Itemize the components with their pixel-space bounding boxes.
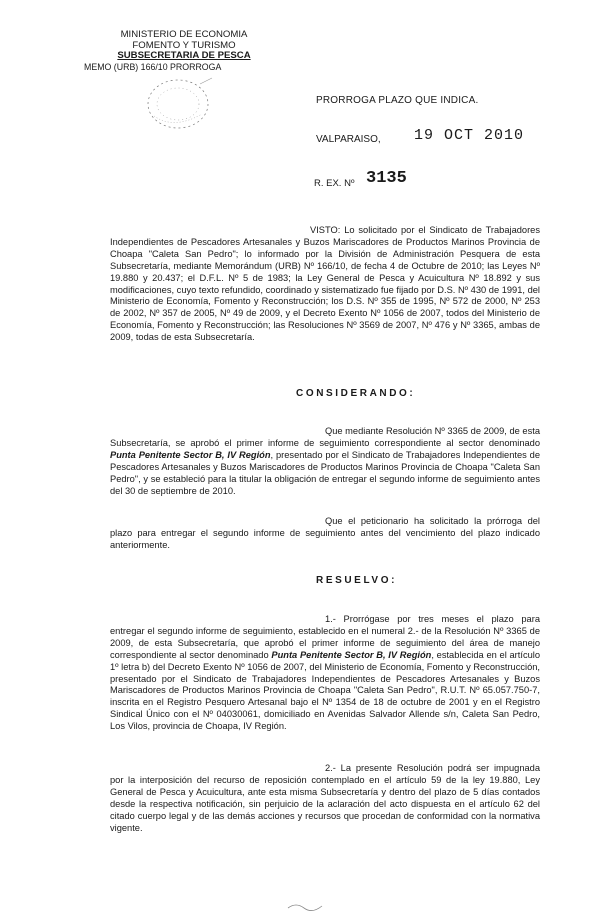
document-date-stamp: 19 OCT 2010: [414, 127, 525, 144]
considerando-heading: CONSIDERANDO:: [296, 388, 416, 399]
resolution-label: R. EX. Nº: [314, 178, 355, 189]
area-name: Punta Penitente Sector B, IV Región: [271, 649, 432, 660]
header-subsecretaria: SUBSECRETARIA DE PESCA: [117, 50, 251, 62]
resuelvo-article-1: 1.- Prorrógase por tres meses el plazo para entregar el segundo informe de seguimiento, establecido en el numeral 2.- de la Resolución Nº 3365 de 2009, de esta Subsecretaría, que aprobó el primer informe de seguimiento del área de manejo correspondiente al sector denominado Punta Penitente Sector B, IV Región, establecida en el artículo 1º letra b) del Decreto Exento Nº 1056 de 2007, del Ministerio de Economía, Fomento y Reconstrucción, presentado por el Sindicato de Trabajadores Independientes de Pescadores Artesanales y Buzos Mariscadores de Productos Marinos Provincia de Choapa "Caleta San Pedro", R.U.T. Nº 65.057.750-7, inscrita en el Registro Pesquero Artesanal bajo el Nº 1354 de 18 de octubre de 2001 y en el Registro Sindical Único con el Nº 04030061, domiciliado en Avenidas Salvador Allende s/n, Caleta San Pedro, Los Vilos, provincia de Choapa, IV Región.: [110, 614, 540, 732]
area-name: Punta Penitente Sector B, IV Región: [110, 449, 271, 460]
document-place: VALPARAISO,: [316, 134, 381, 145]
visto-lead: VISTO:: [310, 225, 341, 235]
visto-paragraph: [110, 225, 540, 344]
resolution-number: 3135: [366, 169, 407, 188]
header-fomento: FOMENTO Y TURISMO: [132, 39, 236, 51]
document-reference: PRORROGA PLAZO QUE INDICA.: [316, 95, 479, 106]
ministry-header: [84, 30, 284, 72]
header-memo: MEMO (URB) 166/10 PRORROGA: [84, 61, 222, 72]
header-ministry: MINISTERIO DE ECONOMIA: [120, 29, 248, 40]
resuelvo-article-2: 2.- La presente Resolución podrá ser impugnada por la interposición del recurso de reposición contemplado en el artículo 59 de la ley 19.880, Ley General de Pesca y Acuicultura, ante esta misma Subsecretaría y dentro del plazo de 5 días contados desde la respectiva notificación, sin perjuicio de la aclaración del acto dispuesta en el artículo 62 del citado cuerpo legal y de las demás acciones y recursos que procedan de conformidad con la normativa vigente.: [110, 763, 540, 833]
official-stamp-icon: [140, 76, 230, 136]
resuelvo-heading: RESUELVO:: [316, 575, 397, 586]
considerando-paragraph-2: Que el peticionario ha solicitado la prórroga del plazo para entregar el segundo informe de seguimiento antes del vencimiento del plazo indicado anteriormente.: [110, 516, 540, 550]
scan-mark-icon: [286, 900, 326, 912]
considerando-paragraph-1: Que mediante Resolución Nº 3365 de 2009, de esta Subsecretaría, se aprobó el primer informe de seguimiento correspondiente al sector denominado Punta Penitente Sector B, IV Región, presentado por el Sindicato de Trabajadores Independientes de Pescadores Artesanales y Buzos Mariscadores de Productos Marinos Provincia de Choapa "Caleta San Pedro", y se estableció para la titular la obligación de entregar el segundo informe de seguimiento antes del 30 de septiembre de 2010.: [110, 426, 541, 496]
visto-text: Lo solicitado por el Sindicato de Trabajadores Independientes de Pescadores Artesanales y Buzos Mariscadores de Productos Marinos Provincia de Choapa "Caleta San Pedro"; lo informado por la División de Administración Pesquera de esta Subsecretaría, mediante Memorándum (URB) Nº 166/10, de fecha 4 de Octubre de 2010; las Leyes Nº 19.880 y 20.437; el D.F.L. Nº 5 de 1983; la Ley General de Pesca y Acuicultura Nº 18.892 y sus modificaciones, cuyo texto refundido, coordinado y sistematizado fue fijado por D.S. Nº 430 de 1991, del Ministerio de Economía, Fomento y Reconstrucción; los D.S. Nº 355 de 1995, Nº 572 de 2000, Nº 253 de 2002, Nº 357 de 2005, Nº 49 de 2009, y el Decreto Exento Nº 1056 de 2007, todos del Ministerio de Economía, Fomento y Reconstrucción; las Resoluciones Nº 3569 de 2007, Nº 476 y Nº 3365, ambas de 2009, todas de esta Subsecretaría.: [110, 225, 540, 343]
